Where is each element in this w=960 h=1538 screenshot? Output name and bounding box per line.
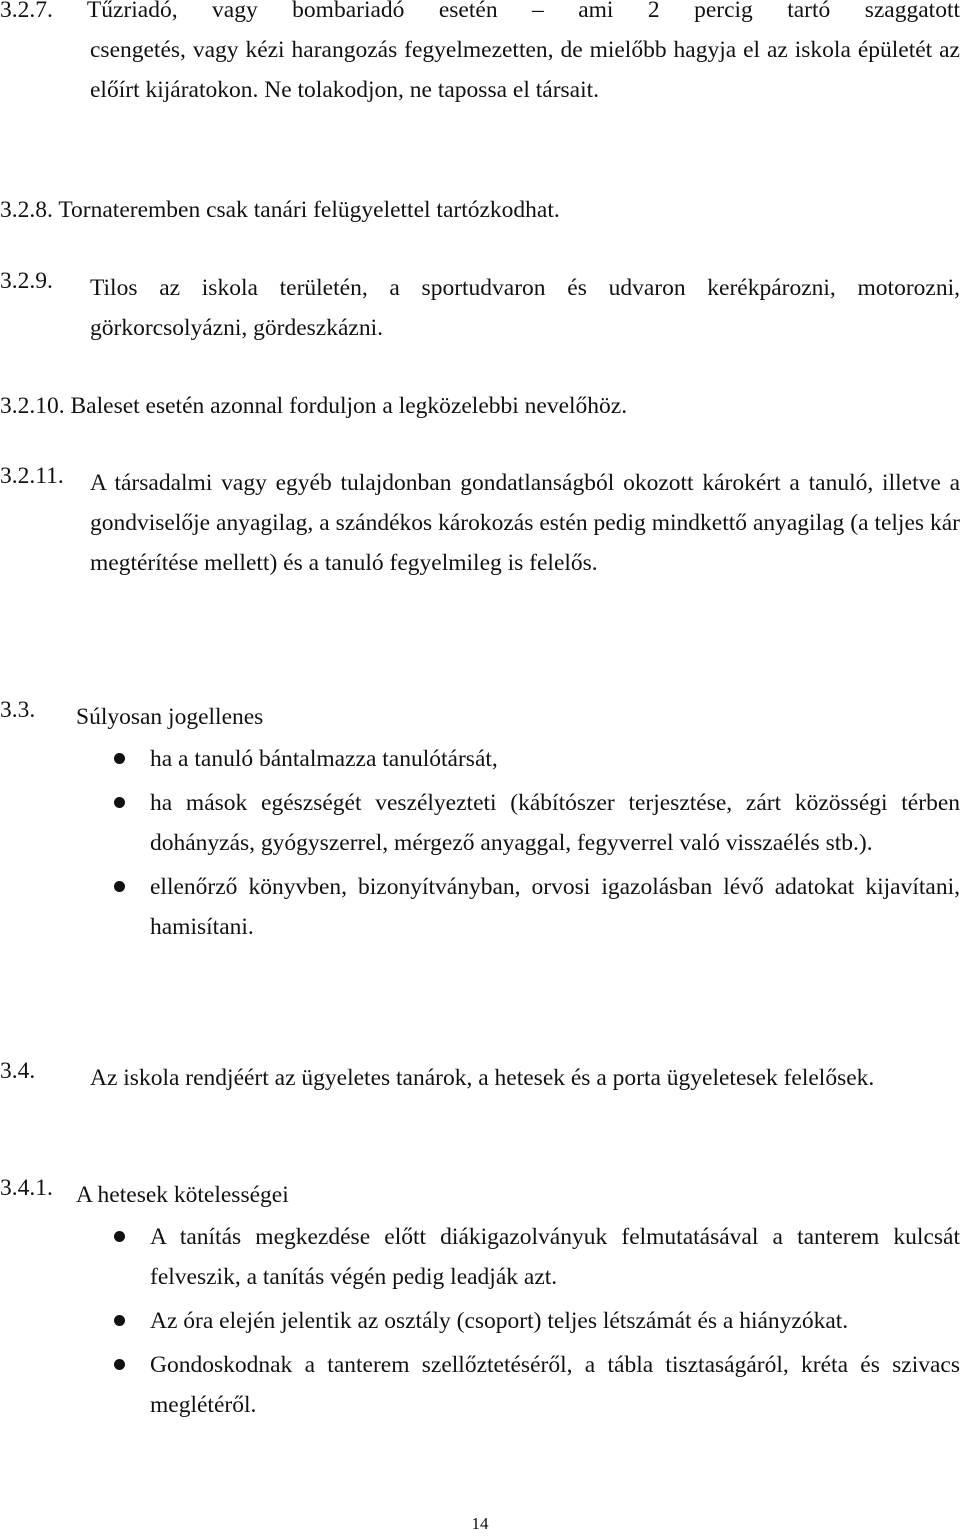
section-text: Baleset esetén azonnal forduljon a legközelebbi nevelőhöz. — [70, 393, 628, 419]
list-item: Gondoskodnak a tanterem szellőztetéséről, a tábla tisztaságáról, kréta és szivacs meglétéről. — [0, 1345, 960, 1425]
section-lead-text: Tűzriadó, vagy bombariadó esetén – ami 2 percig tartó szaggatott — [86, 0, 960, 23]
section-3-2-11 — [0, 463, 960, 583]
section-3-2-8 — [0, 190, 960, 230]
list-item: A tanítás megkezdése előtt diákigazolványuk felmutatásával a tanterem kulcsát felveszik, a tanítás végén pedig leadják azt. — [0, 1217, 960, 1297]
list-item: ha a tanuló bántalmazza tanulótársát, — [0, 739, 960, 779]
section-text: Az iskola rendjéért az ügyeletes tanárok, a hetesek és a porta ügyeletesek felelősek. — [90, 1065, 875, 1091]
list-item: ellenőrző könyvben, bizonyítványban, orvosi igazolásban lévő adatokat kijavítani, hamisítani. — [0, 867, 960, 947]
section-3-2-9 — [0, 268, 960, 348]
bullet-icon — [114, 753, 125, 764]
section-number: 3.2.9. — [0, 268, 53, 294]
bullet-icon — [114, 1231, 125, 1242]
section-number: 3.3. — [0, 697, 36, 723]
section-3-2-7 — [0, 0, 960, 110]
section-text: Tilos az iskola területén, a sportudvaron és udvaron kerékpározni, motorozni, görkorcsolyázni, gördeszkázni. — [90, 275, 960, 341]
section-3-3 — [0, 697, 960, 951]
section-number: 3.2.8. — [0, 197, 53, 223]
section-text: Tornateremben csak tanári felügyelettel tartózkodhat. — [58, 197, 560, 223]
section-number: 3.2.10. — [0, 393, 65, 419]
section-text: csengetés, vagy kézi harangozás fegyelmezetten, de mielőbb hagyja el az iskola épületét az előírt kijáratokon. Ne tolakodjon, ne tapossa el társait. — [90, 37, 960, 103]
page-number: 14 — [471, 1514, 489, 1533]
list-item: Az óra elején jelentik az osztály (csoport) teljes létszámát és a hiányzókat. — [0, 1301, 960, 1341]
section-title: A hetesek kötelességei — [76, 1182, 289, 1208]
bullet-icon — [114, 881, 125, 892]
bullet-icon — [114, 1315, 125, 1326]
section-number: 3.2.11. — [0, 463, 64, 489]
section-3-4-1 — [0, 1175, 960, 1429]
section-number: 3.4.1. — [0, 1175, 53, 1201]
section-3-2-10 — [0, 386, 960, 426]
bullet-list — [0, 739, 960, 947]
section-number: 3.2.7. — [0, 0, 53, 23]
bullet-icon — [114, 1359, 125, 1370]
bullet-icon — [114, 797, 125, 808]
section-title: Súlyosan jogellenes — [76, 704, 264, 730]
section-number: 3.4. — [0, 1058, 36, 1084]
bullet-list — [0, 1217, 960, 1425]
section-text: A társadalmi vagy egyéb tulajdonban gondatlanságból okozott károkért a tanuló, illetve a gondviselője anyagilag, a szándékos károkozás estén pedig mindkettő anyagilag (a teljes kár megtérítése mellett) és a tanuló fegyelmileg is felelős. — [90, 470, 960, 576]
list-item: ha mások egészségét veszélyezteti (kábítószer terjesztése, zárt közösségi térben dohányzás, gyógyszerrel, mérgező anyaggal, fegyverrel való visszaélés stb.). — [0, 783, 960, 863]
section-3-4 — [0, 1058, 960, 1098]
